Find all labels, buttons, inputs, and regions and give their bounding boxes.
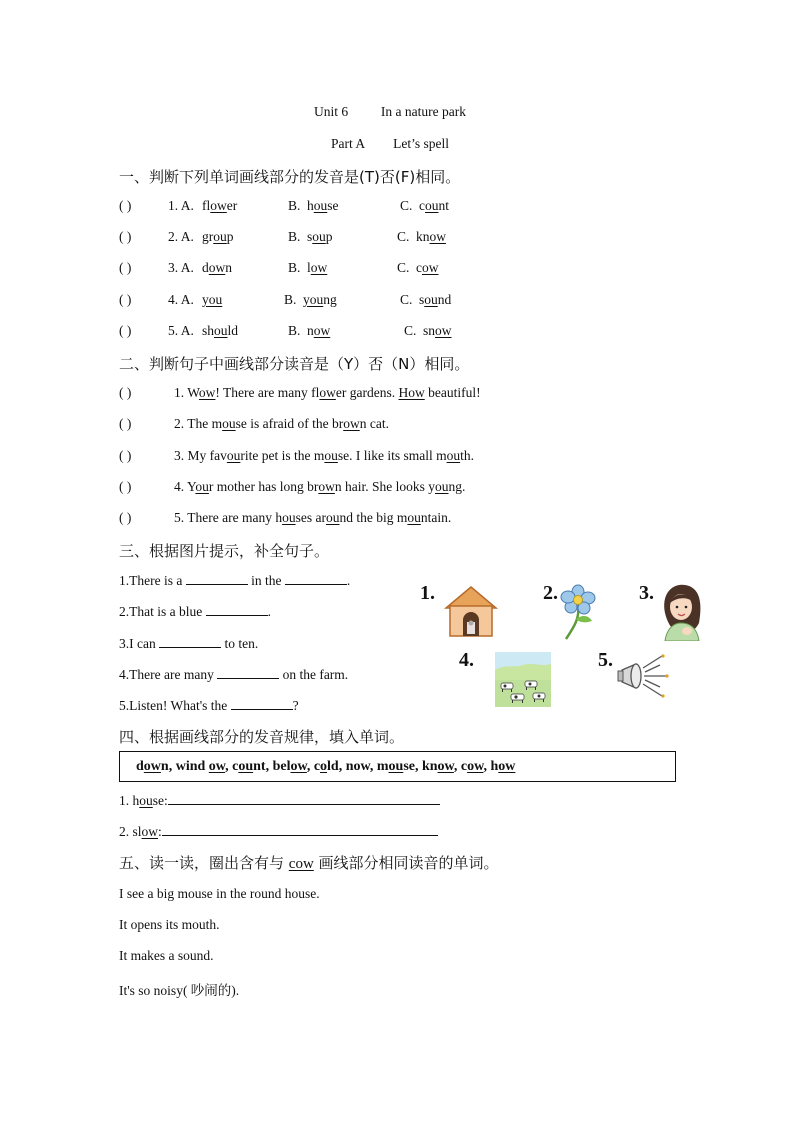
word-text: , c — [453, 759, 468, 774]
option-b-word — [303, 292, 337, 308]
option-c-part: c — [416, 260, 422, 275]
option-c-part: nt — [438, 198, 450, 213]
sentence-text: r mother has long br — [208, 479, 319, 494]
section5-heading-pre: 五、读一读，圈出含有与 — [119, 854, 289, 872]
part-label: Part A — [331, 136, 365, 151]
sentence-text: to ten. — [221, 636, 259, 651]
option-a-part: p — [226, 229, 234, 244]
option-b-underlined: ou — [313, 198, 328, 213]
unit-title — [314, 104, 466, 120]
option-c-underlined: ow — [429, 229, 446, 244]
option-a-underlined: ou — [213, 229, 227, 244]
answer-line[interactable] — [231, 697, 293, 710]
fill-line — [119, 792, 440, 809]
option-a-word — [202, 323, 238, 339]
option-b-word — [307, 323, 330, 339]
sentence — [174, 448, 474, 464]
answer-blank[interactable]: ( ) — [119, 229, 132, 244]
word-text: 2. sl — [119, 824, 142, 839]
option-b-underlined: you — [303, 292, 324, 307]
option-a-underlined: ow — [208, 260, 226, 275]
sentence-text: ntain. — [420, 510, 452, 525]
picture-number-1: 1. — [420, 582, 435, 604]
sentence-text: nd the big m — [339, 510, 408, 525]
option-c-underlined: ow — [422, 260, 439, 275]
part-title — [331, 136, 449, 152]
sentence-text: 5. There are many h — [174, 510, 283, 525]
section5-heading-word: cow — [288, 856, 314, 872]
section5-heading — [119, 852, 499, 873]
sentence-text: beautiful! — [424, 385, 481, 400]
answer-line[interactable] — [162, 823, 438, 836]
option-a-underlined: ow — [210, 198, 227, 213]
underlined-sound: ow — [343, 416, 360, 431]
answer-line[interactable] — [206, 603, 268, 616]
question-number: 5. A. — [168, 323, 194, 338]
option-a-word — [202, 229, 234, 245]
sentence-text: n cat. — [359, 416, 389, 431]
fill-sentence — [119, 666, 348, 683]
option-b-part: ng — [323, 292, 337, 307]
answer-line[interactable] — [186, 572, 248, 585]
option-c-label: C. — [397, 229, 410, 244]
sentence-text: er gardens. — [335, 385, 399, 400]
option-c-label: C. — [404, 323, 417, 338]
fill-line — [119, 823, 438, 840]
option-b-part: s — [307, 229, 313, 244]
option-a-part: gr — [202, 229, 214, 244]
option-b-underlined: ow — [310, 260, 328, 275]
unit-number: Unit 6 — [314, 104, 349, 119]
cows-on-farm-icon — [495, 652, 551, 707]
option-c-label: C. — [400, 198, 413, 213]
reading-sentence[interactable]: It opens its mouth. — [119, 917, 220, 932]
option-b-part: n — [307, 323, 314, 338]
option-b-underlined: ou — [312, 229, 326, 244]
word-text: , — [225, 759, 233, 774]
option-b-word — [307, 260, 327, 276]
option-c-underlined: ou — [425, 198, 439, 213]
picture-number-2: 2. — [543, 582, 558, 604]
sentence-text: . — [267, 604, 271, 619]
underlined-sound: ow — [198, 385, 216, 400]
section2-heading: 二、判断句子中画线部分读音是（Y）否（N）相同。 — [119, 355, 470, 373]
underlined-sound: o — [320, 759, 328, 774]
underlined-sound: ou — [435, 479, 449, 494]
word-text: nt, bel — [253, 759, 291, 774]
fill-sentence — [119, 572, 350, 589]
word-text: se, kn — [403, 759, 438, 774]
sentence-text: ng. — [448, 479, 466, 494]
underlined-sound: ow — [143, 759, 161, 774]
option-b-label: B. — [284, 292, 297, 307]
question-number: 2. A. — [168, 229, 194, 244]
option-b-part: se — [327, 198, 339, 213]
option-b-word — [307, 229, 333, 245]
answer-line[interactable] — [168, 792, 440, 805]
sentence-text: ses ar — [295, 510, 326, 525]
sentence-text: 4. Y — [174, 479, 196, 494]
option-b-part: p — [325, 229, 333, 244]
option-a-part: fl — [202, 198, 211, 213]
sentence-text: rite pet is the m — [240, 448, 325, 463]
option-c-word — [419, 198, 449, 214]
sentence-text: in the — [247, 573, 285, 588]
house-icon — [442, 584, 500, 638]
sentence-text: . — [346, 573, 351, 588]
option-c-underlined: ou — [424, 292, 438, 307]
option-c-label: C. — [400, 292, 413, 307]
sentence-text: 2.That is a blue — [119, 604, 206, 619]
option-b-label: B. — [288, 198, 301, 213]
fill-sentence — [119, 635, 258, 652]
sentence-text: se is afraid of the br — [235, 416, 344, 431]
sentence-text: ? — [292, 698, 299, 713]
picture-number-4: 4. — [459, 649, 474, 671]
sentence — [174, 385, 481, 401]
option-b-part: l — [307, 260, 311, 275]
option-b-underlined: ow — [313, 323, 331, 338]
underlined-sound: How — [398, 385, 425, 400]
word-text: : — [158, 824, 162, 839]
word-text: ld, now, m — [327, 759, 389, 774]
option-c-label: C. — [397, 260, 410, 275]
option-c-word — [423, 323, 452, 339]
option-c-part: kn — [416, 229, 430, 244]
answer-blank[interactable]: ( ) — [119, 198, 132, 213]
underlined-sound: ow — [319, 385, 336, 400]
sentence — [174, 479, 465, 495]
answer-blank[interactable]: ( ) — [119, 292, 132, 307]
answer-line[interactable] — [285, 572, 347, 585]
sentence-text: 3.I can — [119, 636, 160, 651]
underlined-sound: ow — [290, 759, 307, 774]
reading-sentence[interactable]: I see a big mouse in the round house. — [119, 886, 320, 901]
sentence-text: ! There are many fl — [215, 385, 320, 400]
picture-number-3: 3. — [639, 582, 654, 604]
option-c-part: nd — [437, 292, 452, 307]
answer-blank[interactable]: ( ) — [119, 479, 132, 494]
sentence-text: 2. The m — [174, 416, 223, 431]
answer-line[interactable] — [159, 635, 221, 648]
fill-sentence — [119, 603, 271, 620]
underlined-sound: ow — [318, 479, 335, 494]
underlined-sound: ow — [437, 759, 454, 774]
section3-heading: 三、根据图片提示，补全句子。 — [119, 542, 330, 560]
unit-name: In a nature park — [380, 104, 466, 119]
option-a-word — [202, 260, 232, 276]
sentence — [174, 416, 389, 432]
answer-blank[interactable]: ( ) — [119, 448, 132, 463]
underlined-sound: ou — [282, 510, 296, 525]
answer-blank[interactable]: ( ) — [119, 416, 132, 431]
section1-heading: 一、判断下列单词画线部分的发音是(T)否(F)相同。 — [119, 168, 461, 186]
picture-number-5: 5. — [598, 649, 613, 671]
option-b-word — [307, 198, 339, 214]
sentence-text: on the farm. — [279, 667, 349, 682]
option-c-part: c — [419, 198, 425, 213]
underlined-sound: ou — [222, 416, 236, 431]
option-b-label: B. — [288, 323, 301, 338]
underlined-sound: ou — [407, 510, 421, 525]
flower-icon — [558, 583, 600, 641]
reading-sentence[interactable]: It's so noisy( 吵闹的). — [119, 983, 240, 998]
underlined-sound: ou — [226, 448, 241, 463]
sentence-text: 1.There is a — [119, 573, 186, 588]
option-c-word — [416, 229, 446, 245]
underlined-sound: ou — [446, 448, 461, 463]
word-text: c — [232, 759, 239, 774]
section4-heading: 四、根据画线部分的发音规律，填入单词。 — [119, 728, 405, 746]
option-c-word — [416, 260, 439, 276]
underlined-sound: ou — [238, 759, 254, 774]
option-a-part: n — [225, 260, 232, 275]
option-a-part: d — [202, 260, 209, 275]
answer-blank[interactable]: ( ) — [119, 510, 132, 525]
sentence — [174, 510, 451, 526]
answer-blank[interactable]: ( ) — [119, 385, 132, 400]
fill-sentence — [119, 697, 299, 714]
option-a-underlined: you — [202, 292, 223, 307]
word-bank — [136, 759, 515, 775]
underlined-sound: ow — [467, 759, 484, 774]
reading-sentence[interactable]: It makes a sound. — [119, 948, 214, 963]
word-text: se: — [152, 793, 168, 808]
part-name: Let’s spell — [393, 136, 450, 151]
word-text: , h — [483, 759, 499, 774]
sentence-text: 5.Listen! What's the — [119, 698, 231, 713]
sentence-text: 1. W — [174, 385, 199, 400]
sentence-text: th. — [460, 448, 474, 463]
option-a-part: er — [226, 198, 238, 213]
question-number: 4. A. — [168, 292, 194, 307]
option-a-part: sh — [202, 323, 215, 338]
sentence-text: n hair. She looks y — [334, 479, 436, 494]
underlined-sound: ow — [498, 759, 516, 774]
underlined-sound: ou — [388, 759, 404, 774]
sentence-text: se. I like its small m — [337, 448, 447, 463]
question-number: 1. A. — [168, 198, 194, 213]
option-a-word — [202, 292, 222, 308]
girl-icon — [659, 583, 705, 641]
option-a-word — [202, 198, 237, 214]
word-text: n, wind — [160, 759, 209, 774]
option-c-underlined: ow — [435, 323, 452, 338]
answer-blank[interactable]: ( ) — [119, 323, 132, 338]
answer-line[interactable] — [217, 666, 279, 679]
word-bank-box — [119, 751, 676, 782]
word-text: , c — [306, 759, 321, 774]
option-a-underlined: ou — [214, 323, 228, 338]
option-b-label: B. — [288, 229, 301, 244]
option-c-word — [419, 292, 451, 308]
underlined-sound: ou — [139, 793, 153, 808]
underlined-sound: ow — [208, 759, 226, 774]
word-text: 1. h — [119, 793, 140, 808]
answer-blank[interactable]: ( ) — [119, 260, 132, 275]
section5-heading-post: 画线部分相同读音的单词。 — [313, 854, 499, 872]
option-c-part: sn — [423, 323, 436, 338]
underlined-sound: ow — [141, 824, 159, 839]
option-c-part: s — [419, 292, 425, 307]
sentence-text: 3. My fav — [174, 448, 227, 463]
option-b-part: h — [307, 198, 314, 213]
underlined-sound: ou — [325, 510, 340, 525]
option-a-part: ld — [227, 323, 239, 338]
underlined-sound: ou — [324, 448, 338, 463]
option-b-label: B. — [288, 260, 301, 275]
sentence-text: 4.There are many — [119, 667, 218, 682]
question-number: 3. A. — [168, 260, 194, 275]
horn-sound-icon — [616, 650, 672, 702]
underlined-sound: ou — [195, 479, 209, 494]
word-text: d — [136, 759, 144, 774]
